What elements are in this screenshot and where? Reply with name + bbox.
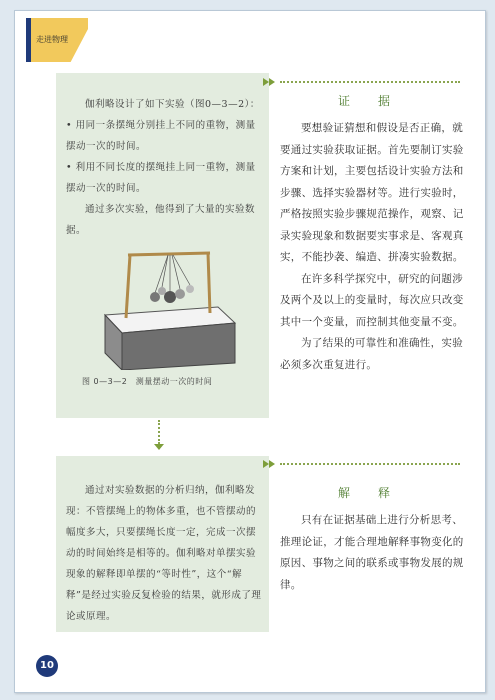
analysis-paragraph: 通过对实验数据的分析归纳，伽利略发现：不管摆绳上的物体多重，也不管摆动的幅度多大，只要摆绳长度一定，完成一次摆动的时间始终是相等的。伽利略对单摆实验现象的解释即单摆的“等时性”，这个“解释”是经过实验反复检验的结果，就形成了理论或原理。 [66, 485, 262, 622]
dotted-divider [280, 81, 460, 83]
section-tab-bar [26, 18, 31, 62]
pendulum-figure [100, 245, 240, 370]
evidence-paragraph-1: 要想验证猜想和假设是否正确，就要通过实验获取证据。首先要制订实验方案和计划，主要包括设计实验方法和步骤、选择实验器材等。进行实验时，严格按照实验步骤规范操作，观察、记录实验现象和数据要实事求是、客观真实，不能抄袭、编造、拼凑实验数据。 [280, 122, 464, 263]
analysis-text [66, 480, 262, 627]
experiment-bullet-2: • 利用不同长度的摆绳挂上同一重物，测量摆动一次的时间。 [66, 162, 256, 194]
experiment-intro: 伽利略设计了如下实验（图0—3—2）： [85, 99, 260, 110]
vertical-dotted-connector [158, 420, 160, 444]
evidence-text [280, 118, 465, 376]
experiment-conclusion: 通过多次实验，他得到了大量的实验数据。 [66, 204, 256, 236]
experiment-text [66, 94, 262, 241]
arrow-down-icon [154, 444, 164, 450]
dotted-divider [280, 463, 460, 465]
explanation-text [280, 510, 465, 596]
evidence-paragraph-3: 为了结果的可靠性和准确性，实验必须多次重复进行。 [280, 337, 463, 371]
page-number: 10 [36, 655, 58, 677]
experiment-bullet-1: • 用同一条摆绳分别挂上不同的重物，测量摆动一次的时间。 [66, 120, 256, 152]
explanation-heading: 解 释 [338, 486, 399, 500]
explanation-paragraph: 只有在证据基础上进行分析思考、推理论证，才能合理地解释事物变化的原因、事物之间的联系或事物发展的规律。 [280, 514, 464, 591]
figure-caption: 图 0—3—2 测量摆动一次的时间 [82, 377, 213, 386]
arrow-right-icon [269, 460, 275, 468]
evidence-paragraph-2: 在许多科学探究中，研究的问题涉及两个及以上的变量时，每次应只改变其中一个变量，而控制其他变量不变。 [280, 272, 464, 328]
section-label: 走进物理 [36, 35, 68, 44]
evidence-heading: 证 据 [338, 94, 399, 108]
arrow-right-icon [269, 78, 275, 86]
